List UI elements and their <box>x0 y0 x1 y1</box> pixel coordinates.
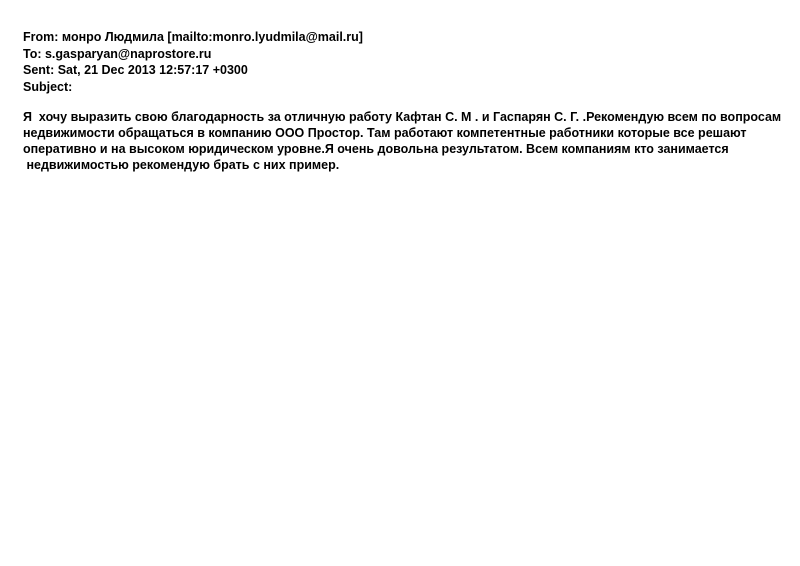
email-body <box>23 109 782 173</box>
sent-line: Sent: Sat, 21 Dec 2013 12:57:17 +0300 <box>23 63 248 77</box>
from-line: From: монро Людмила [mailto:monro.lyudmila@mail.ru] <box>23 30 363 44</box>
body-line: недвижимостью рекомендую брать с них пример. <box>23 158 340 172</box>
body-line: Я хочу выразить свою благодарность за отличную работу Кафтан С. М . и Гаспарян С. Г. .Рекомендую всем по вопросам <box>23 110 782 124</box>
subject-line: Subject: <box>23 79 73 94</box>
email-headers <box>23 29 723 95</box>
to-line: To: s.gasparyan@naprostore.ru <box>23 46 212 61</box>
body-line: оперативно и на высоком юридическом уровне.Я очень довольна результатом. Всем компаниям кто занимается <box>23 142 729 156</box>
body-line: недвижимости обращаться в компанию ООО Простор. Там работают компетентные работники которые все решают <box>23 126 747 140</box>
